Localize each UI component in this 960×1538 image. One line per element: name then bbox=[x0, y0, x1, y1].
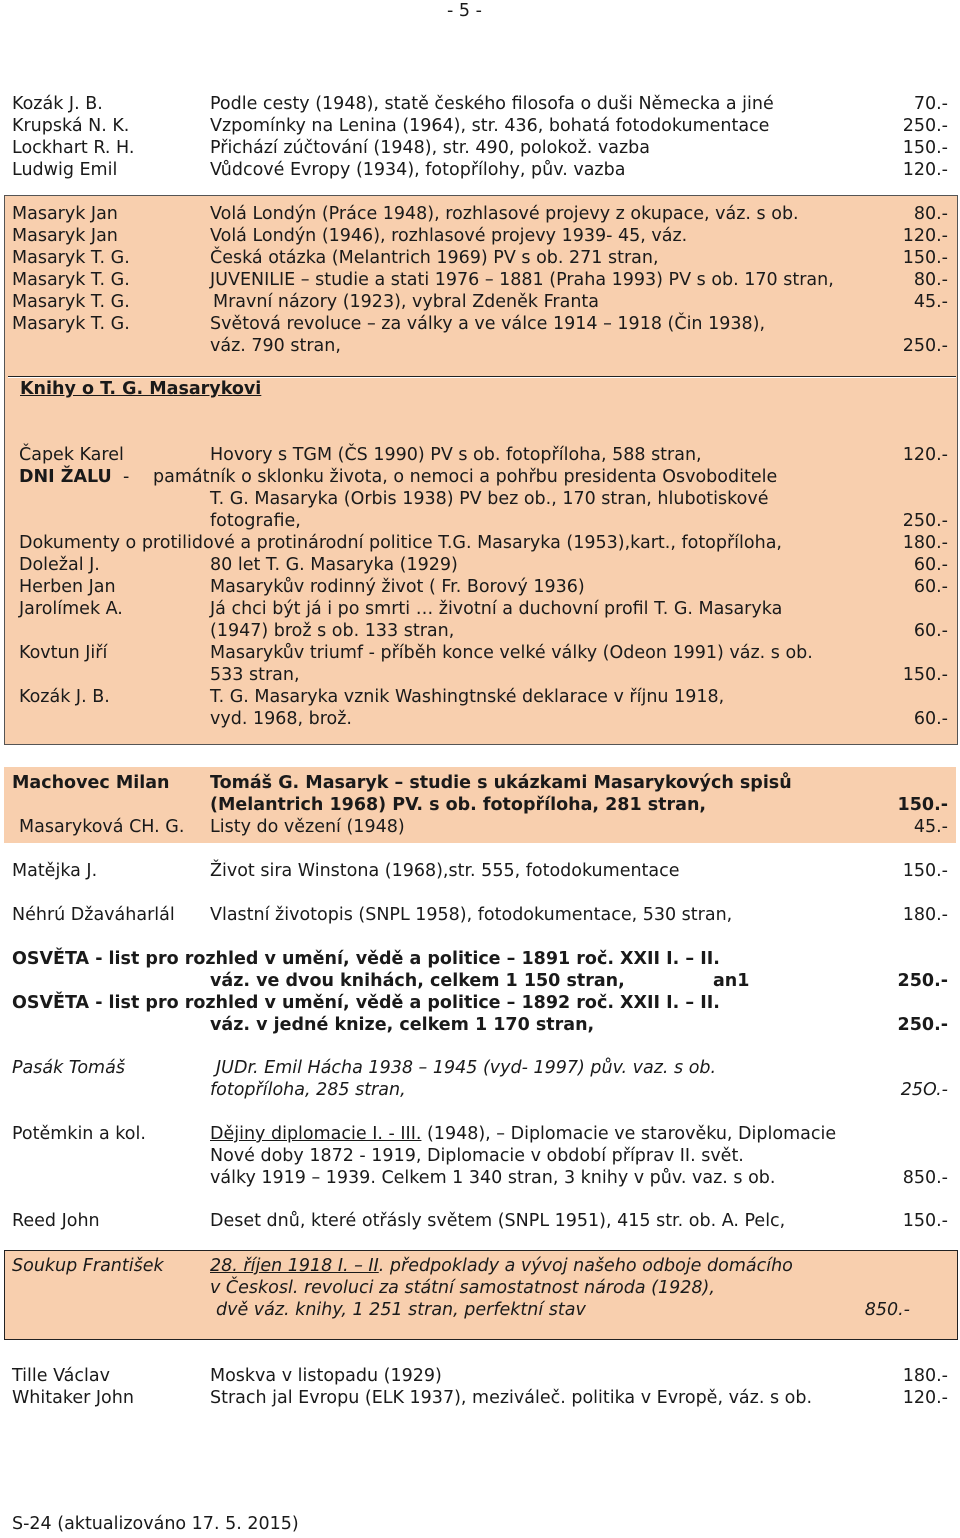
title-cont: Nové doby 1872 - 1919, Diplomacie v období příprav II. svět. bbox=[210, 1146, 744, 1166]
author: Masaryk T. G. bbox=[12, 314, 130, 334]
author: Whitaker John bbox=[12, 1388, 134, 1408]
title: Vzpomínky na Lenina (1964), str. 436, bohatá fotodokumentace bbox=[210, 116, 770, 136]
title-cont: 533 stran, bbox=[210, 665, 300, 685]
author: Doležal J. bbox=[19, 555, 100, 575]
author: Pasák Tomáš bbox=[12, 1058, 125, 1078]
author: Masaryk Jan bbox=[12, 226, 118, 246]
title: Volá Londýn (1946), rozhlasové projevy 1939- 45, váz. bbox=[210, 226, 688, 246]
title-cont2: války 1919 – 1939. Celkem 1 340 stran, 3 knihy v pův. vaz. s ob. bbox=[210, 1168, 776, 1188]
title: Strach jal Evropu (ELK 1937), meziváleč. politika v Evropě, váz. s ob. bbox=[210, 1388, 813, 1408]
title-cont: (1947) brož s ob. 133 stran, bbox=[210, 621, 455, 641]
title bbox=[210, 1255, 793, 1277]
title: Masarykův triumf - příběh konce velké války (Odeon 1991) váz. s ob. bbox=[210, 643, 813, 663]
title: OSVĚTA - list pro rozhled v umění, vědě a politice – 1891 roč. XXII I. – II. bbox=[12, 949, 720, 969]
price: 150.- bbox=[902, 861, 948, 881]
title: Volá Londýn (Práce 1948), rozhlasové projevy z okupace, váz. s ob. bbox=[210, 204, 799, 224]
author: Lockhart R. H. bbox=[12, 138, 135, 158]
title-cont: vyd. 1968, brož. bbox=[210, 709, 352, 729]
price: 45.- bbox=[913, 817, 948, 837]
title: Hovory s TGM (ČS 1990) PV s ob. fotopříloha, 588 stran, bbox=[210, 445, 702, 465]
title-cont: váz. v jedné knize, celkem 1 170 stran, bbox=[210, 1015, 595, 1035]
price: 120.- bbox=[902, 1388, 948, 1408]
author: Kozák J. B. bbox=[12, 94, 103, 114]
author: Tille Václav bbox=[12, 1366, 110, 1386]
price: 150.- bbox=[902, 1211, 948, 1231]
title: Život sira Winstona (1968),str. 555, fotodokumentace bbox=[210, 861, 680, 881]
title: Česká otázka (Melantrich 1969) PV s ob. 271 stran, bbox=[210, 248, 659, 268]
price: 80.- bbox=[913, 204, 948, 224]
price: 180.- bbox=[902, 905, 948, 925]
author: DNI ŽALU bbox=[19, 467, 112, 487]
price: 150.- bbox=[902, 248, 948, 268]
note: an1 bbox=[713, 971, 750, 991]
price: 250.- bbox=[902, 511, 948, 531]
title-cont: T. G. Masaryka (Orbis 1938) PV bez ob., 170 stran, hlubotiskové bbox=[210, 489, 769, 509]
title: Listy do vězení (1948) bbox=[210, 817, 405, 837]
author: Néhrú Džaváharlál bbox=[12, 905, 175, 925]
title-cont: váz. 790 stran, bbox=[210, 336, 341, 356]
price: 120.- bbox=[902, 160, 948, 180]
title-cont: (Melantrich 1968) PV. s ob. fotopříloha, 281 stran, bbox=[210, 795, 707, 815]
price: 250.- bbox=[897, 1015, 948, 1035]
title-rest: (1948), – Diplomacie ve starověku, Diplomacie bbox=[421, 1124, 837, 1144]
author: Soukup František bbox=[12, 1256, 164, 1276]
page-number: - 5 - bbox=[447, 1, 482, 21]
price: 120.- bbox=[902, 445, 948, 465]
author: Herben Jan bbox=[19, 577, 116, 597]
title: 80 let T. G. Masaryka (1929) bbox=[210, 555, 458, 575]
price: 120.- bbox=[902, 226, 948, 246]
price: 80.- bbox=[913, 270, 948, 290]
title: Masarykův rodinný život ( Fr. Borový 1936) bbox=[210, 577, 585, 597]
price: 150.- bbox=[897, 795, 948, 815]
title-underlined: 28. říjen 1918 I. – II bbox=[210, 1256, 379, 1276]
price: 250.- bbox=[897, 971, 948, 991]
author: Masaryk T. G. bbox=[12, 270, 130, 290]
author: Kovtun Jiří bbox=[19, 643, 108, 663]
author: Machovec Milan bbox=[12, 773, 170, 793]
price: 70.- bbox=[913, 94, 948, 114]
author: Masaryk Jan bbox=[12, 204, 118, 224]
price: 60.- bbox=[913, 621, 948, 641]
section-heading: Knihy o T. G. Masarykovi bbox=[20, 379, 262, 399]
title-cont2: dvě váz. knihy, 1 251 stran, perfektní stav bbox=[216, 1300, 586, 1320]
title: Světová revoluce – za války a ve válce 1914 – 1918 (Čin 1938), bbox=[210, 314, 766, 334]
title: Vůdcové Evropy (1934), fotopřílohy, pův. vazba bbox=[210, 160, 626, 180]
title: památník o sklonku života, o nemoci a pohřbu presidenta Osvoboditele bbox=[153, 467, 778, 487]
title: Vlastní životopis (SNPL 1958), fotodokumentace, 530 stran, bbox=[210, 905, 733, 925]
title: Já chci být já i po smrti … životní a duchovní profil T. G. Masaryka bbox=[210, 599, 783, 619]
footer: S-24 (aktualizováno 17. 5. 2015) bbox=[12, 1514, 299, 1534]
author: Masaryk T. G. bbox=[12, 248, 130, 268]
separator: - bbox=[123, 467, 130, 487]
price: 60.- bbox=[913, 709, 948, 729]
price: 850.- bbox=[902, 1168, 948, 1188]
author: Matějka J. bbox=[12, 861, 98, 881]
title-cont2: fotografie, bbox=[210, 511, 301, 531]
price: 250.- bbox=[902, 336, 948, 356]
price: 45.- bbox=[913, 292, 948, 312]
title: JUDr. Emil Hácha 1938 – 1945 (vyd- 1997) pův. vaz. s ob. bbox=[216, 1058, 717, 1078]
title: Moskva v listopadu (1929) bbox=[210, 1366, 442, 1386]
author: Masaryk T. G. bbox=[12, 292, 130, 312]
author: Potěmkin a kol. bbox=[12, 1124, 146, 1144]
title: Mravní názory (1923), vybral Zdeněk Franta bbox=[213, 292, 599, 312]
author: Ludwig Emil bbox=[12, 160, 118, 180]
title: JUVENILIE – studie a stati 1976 – 1881 (Praha 1993) PV s ob. 170 stran, bbox=[210, 270, 834, 290]
title-cont: váz. ve dvou knihách, celkem 1 150 stran, bbox=[210, 971, 625, 991]
title-cont: fotopříloha, 285 stran, bbox=[210, 1080, 406, 1100]
title: Podle cesty (1948), statě českého filosofa o duši Německa a jiné bbox=[210, 94, 774, 114]
author: Jarolímek A. bbox=[19, 599, 123, 619]
author: Masaryková CH. G. bbox=[19, 817, 185, 837]
title: Deset dnů, které otřásly světem (SNPL 1951), 415 str. ob. A. Pelc, bbox=[210, 1211, 786, 1231]
title: T. G. Masaryka vznik Washingtnské deklarace v říjnu 1918, bbox=[210, 687, 725, 707]
author: Reed John bbox=[12, 1211, 100, 1231]
price: 25O.- bbox=[900, 1080, 948, 1100]
price: 60.- bbox=[913, 577, 948, 597]
price: 150.- bbox=[902, 665, 948, 685]
price: 180.- bbox=[902, 533, 948, 553]
price: 850.- bbox=[864, 1300, 910, 1320]
author: Krupská N. K. bbox=[12, 116, 130, 136]
price: 180.- bbox=[902, 1366, 948, 1386]
author: Kozák J. B. bbox=[19, 687, 110, 707]
title: OSVĚTA - list pro rozhled v umění, vědě a politice – 1892 roč. XXII I. – II. bbox=[12, 993, 720, 1013]
price: 60.- bbox=[913, 555, 948, 575]
title-cont: v Českosl. revoluci za státní samostatnost národa (1928), bbox=[210, 1278, 715, 1298]
author: Čapek Karel bbox=[19, 445, 124, 465]
title: Dokumenty o protilidové a protinárodní politice T.G. Masaryka (1953),kart., fotopříloha, bbox=[19, 533, 782, 553]
title bbox=[210, 1123, 836, 1145]
title: Tomáš G. Masaryk – studie s ukázkami Masarykových spisů bbox=[210, 773, 792, 793]
title-rest: . předpoklady a vývoj našeho odboje domácího bbox=[378, 1256, 793, 1276]
price: 150.- bbox=[902, 138, 948, 158]
title-underlined: Dějiny diplomacie I. - III. bbox=[210, 1124, 422, 1144]
price: 250.- bbox=[902, 116, 948, 136]
title: Přichází zúčtování (1948), str. 490, polokož. vazba bbox=[210, 138, 650, 158]
